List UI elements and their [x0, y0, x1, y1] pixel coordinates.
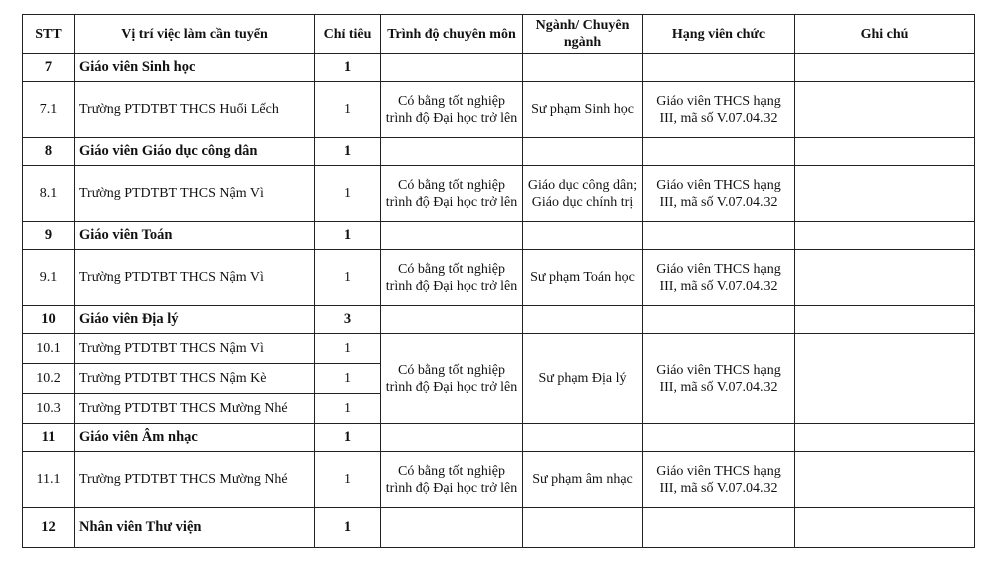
- group-position: Giáo viên Sinh học: [75, 54, 315, 82]
- group-row: [23, 306, 975, 334]
- empty-cell: [643, 306, 795, 334]
- group-row: [23, 424, 975, 452]
- row-rank: Giáo viên THCS hạng III, mã số V.07.04.32: [643, 452, 795, 508]
- group-stt: 12: [23, 508, 75, 548]
- row-quota: 1: [315, 394, 381, 424]
- row-position: Trường PTDTBT THCS Nậm Vì: [75, 166, 315, 222]
- group-stt: 8: [23, 138, 75, 166]
- row-stt: 7.1: [23, 82, 75, 138]
- row-quota: 1: [315, 166, 381, 222]
- row-quota: 1: [315, 364, 381, 394]
- empty-cell: [795, 138, 975, 166]
- row-position: Trường PTDTBT THCS Nậm Kè: [75, 364, 315, 394]
- group-stt: 7: [23, 54, 75, 82]
- row-note: [795, 166, 975, 222]
- empty-cell: [523, 306, 643, 334]
- recruitment-table-page: [22, 14, 975, 548]
- row-position: Trường PTDTBT THCS Nậm Vì: [75, 250, 315, 306]
- group-position: Giáo viên Địa lý: [75, 306, 315, 334]
- row-major: Giáo dục công dân; Giáo dục chính trị: [523, 166, 643, 222]
- row-qualification: Có bằng tốt nghiệp trình độ Đại học trở lên: [381, 452, 523, 508]
- row-major: Sư phạm Địa lý: [523, 334, 643, 424]
- recruitment-table: [22, 14, 975, 548]
- empty-cell: [643, 424, 795, 452]
- empty-cell: [795, 54, 975, 82]
- row-rank: Giáo viên THCS hạng III, mã số V.07.04.32: [643, 166, 795, 222]
- table-row: [23, 452, 975, 508]
- group-position: Giáo viên Toán: [75, 222, 315, 250]
- header-qualification: Trình độ chuyên môn: [381, 15, 523, 54]
- empty-cell: [523, 508, 643, 548]
- row-major: Sư phạm Toán học: [523, 250, 643, 306]
- group-stt: 10: [23, 306, 75, 334]
- row-quota: 1: [315, 250, 381, 306]
- empty-cell: [381, 508, 523, 548]
- row-qualification: Có bằng tốt nghiệp trình độ Đại học trở lên: [381, 166, 523, 222]
- group-position: Nhân viên Thư viện: [75, 508, 315, 548]
- group-quota: 1: [315, 138, 381, 166]
- header-row: [23, 15, 975, 54]
- table-row: [23, 250, 975, 306]
- row-stt: 10.1: [23, 334, 75, 364]
- row-major: Sư phạm âm nhạc: [523, 452, 643, 508]
- empty-cell: [643, 138, 795, 166]
- row-quota: 1: [315, 334, 381, 364]
- row-note: [795, 82, 975, 138]
- row-stt: 10.2: [23, 364, 75, 394]
- row-rank: Giáo viên THCS hạng III, mã số V.07.04.32: [643, 250, 795, 306]
- row-position: Trường PTDTBT THCS Mường Nhé: [75, 394, 315, 424]
- group-stt: 11: [23, 424, 75, 452]
- row-note: [795, 452, 975, 508]
- group-position: Giáo viên Âm nhạc: [75, 424, 315, 452]
- table-row: [23, 82, 975, 138]
- row-stt: 8.1: [23, 166, 75, 222]
- row-rank: Giáo viên THCS hạng III, mã số V.07.04.32: [643, 82, 795, 138]
- table-row: [23, 334, 975, 364]
- empty-cell: [795, 222, 975, 250]
- empty-cell: [523, 424, 643, 452]
- row-rank: Giáo viên THCS hạng III, mã số V.07.04.32: [643, 334, 795, 424]
- row-note: [795, 334, 975, 424]
- table-row: [23, 166, 975, 222]
- group-quota: 1: [315, 508, 381, 548]
- group-stt: 9: [23, 222, 75, 250]
- header-stt: STT: [23, 15, 75, 54]
- row-quota: 1: [315, 82, 381, 138]
- empty-cell: [523, 222, 643, 250]
- empty-cell: [795, 508, 975, 548]
- row-major: Sư phạm Sinh học: [523, 82, 643, 138]
- group-row: [23, 54, 975, 82]
- empty-cell: [523, 54, 643, 82]
- row-qualification: Có bằng tốt nghiệp trình độ Đại học trở lên: [381, 82, 523, 138]
- empty-cell: [643, 54, 795, 82]
- empty-cell: [381, 424, 523, 452]
- empty-cell: [795, 306, 975, 334]
- empty-cell: [643, 508, 795, 548]
- row-position: Trường PTDTBT THCS Nậm Vì: [75, 334, 315, 364]
- header-position: Vị trí việc làm cần tuyển: [75, 15, 315, 54]
- empty-cell: [381, 138, 523, 166]
- header-major: Ngành/ Chuyên ngành: [523, 15, 643, 54]
- row-position: Trường PTDTBT THCS Huổi Lếch: [75, 82, 315, 138]
- empty-cell: [643, 222, 795, 250]
- row-note: [795, 250, 975, 306]
- row-qualification: Có bằng tốt nghiệp trình độ Đại học trở lên: [381, 334, 523, 424]
- group-quota: 1: [315, 222, 381, 250]
- empty-cell: [381, 222, 523, 250]
- group-quota: 1: [315, 54, 381, 82]
- row-quota: 1: [315, 452, 381, 508]
- group-row: [23, 222, 975, 250]
- header-rank: Hạng viên chức: [643, 15, 795, 54]
- row-position: Trường PTDTBT THCS Mường Nhé: [75, 452, 315, 508]
- header-quota: Chỉ tiêu: [315, 15, 381, 54]
- empty-cell: [381, 54, 523, 82]
- empty-cell: [523, 138, 643, 166]
- empty-cell: [795, 424, 975, 452]
- row-stt: 9.1: [23, 250, 75, 306]
- header-note: Ghi chú: [795, 15, 975, 54]
- group-position: Giáo viên Giáo dục công dân: [75, 138, 315, 166]
- group-row: [23, 138, 975, 166]
- group-quota: 1: [315, 424, 381, 452]
- empty-cell: [381, 306, 523, 334]
- group-quota: 3: [315, 306, 381, 334]
- row-stt: 10.3: [23, 394, 75, 424]
- group-row: [23, 508, 975, 548]
- row-stt: 11.1: [23, 452, 75, 508]
- row-qualification: Có bằng tốt nghiệp trình độ Đại học trở lên: [381, 250, 523, 306]
